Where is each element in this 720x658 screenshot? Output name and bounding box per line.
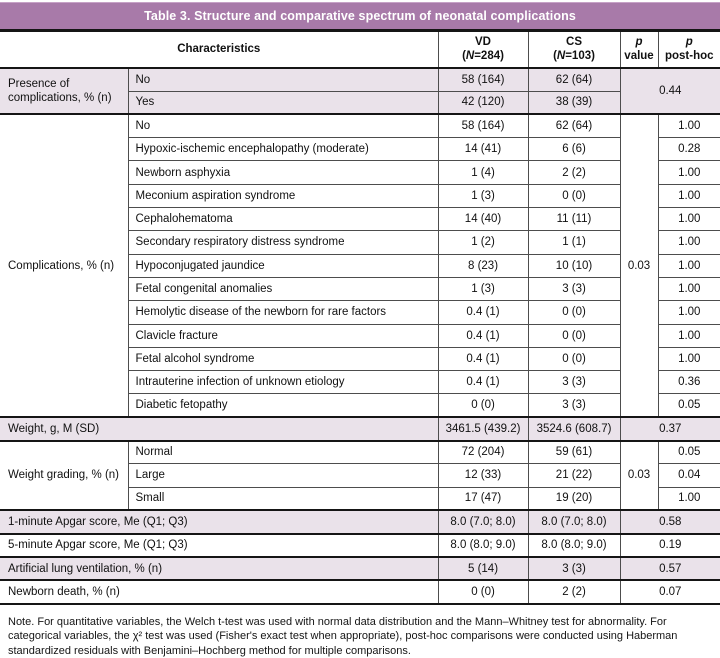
cs-value: 0 (0) bbox=[528, 184, 620, 207]
row-label: Diabetic fetopathy bbox=[128, 394, 438, 417]
p-value: 0.19 bbox=[620, 534, 720, 557]
col-header-vd bbox=[438, 31, 528, 68]
table-title: Table 3. Structure and comparative spectrum of neonatal complications bbox=[0, 2, 720, 29]
table-row bbox=[0, 534, 720, 557]
row-label: Large bbox=[128, 464, 438, 487]
p-value: 0.07 bbox=[620, 580, 720, 603]
cs-value: 11 (11) bbox=[528, 208, 620, 231]
cs-value: 2 (2) bbox=[528, 580, 620, 603]
p-posthoc-value: 1.00 bbox=[658, 161, 720, 184]
neonatal-complications-table bbox=[0, 29, 720, 605]
cs-value: 21 (22) bbox=[528, 464, 620, 487]
col-header-cs-name: CS bbox=[566, 36, 582, 48]
table-row bbox=[0, 114, 720, 137]
p-posthoc-value: 1.00 bbox=[658, 114, 720, 137]
col-header-p-posthoc: p post-hoc bbox=[658, 31, 720, 68]
row-label: No bbox=[128, 68, 438, 91]
row-label: Hypoconjugated jaundice bbox=[128, 254, 438, 277]
table-row bbox=[0, 510, 720, 533]
vd-value: 5 (14) bbox=[438, 557, 528, 580]
table-row bbox=[0, 580, 720, 603]
cs-value: 62 (64) bbox=[528, 68, 620, 91]
vd-value: 1 (3) bbox=[438, 277, 528, 300]
cs-value: 62 (64) bbox=[528, 114, 620, 137]
table-header-row bbox=[0, 31, 720, 68]
row-label: Fetal alcohol syndrome bbox=[128, 347, 438, 370]
p-posthoc-value: 0.36 bbox=[658, 371, 720, 394]
p-posthoc-value: 1.00 bbox=[658, 487, 720, 510]
vd-value: 0.4 (1) bbox=[438, 347, 528, 370]
row-label: Artificial lung ventilation, % (n) bbox=[0, 557, 438, 580]
cs-value: 0 (0) bbox=[528, 301, 620, 324]
p-posthoc-value: 1.00 bbox=[658, 184, 720, 207]
row-label: Hypoxic-ischemic encephalopathy (moderate) bbox=[128, 138, 438, 161]
p-posthoc-value: 0.28 bbox=[658, 138, 720, 161]
row-label: Weight, g, M (SD) bbox=[0, 417, 438, 440]
row-label: Fetal congenital anomalies bbox=[128, 277, 438, 300]
cs-value: 19 (20) bbox=[528, 487, 620, 510]
vd-value: 17 (47) bbox=[438, 487, 528, 510]
cs-value: 0 (0) bbox=[528, 324, 620, 347]
p-posthoc-value: 1.00 bbox=[658, 254, 720, 277]
p-posthoc-value: 0.04 bbox=[658, 464, 720, 487]
table-row bbox=[0, 557, 720, 580]
vd-value: 0.4 (1) bbox=[438, 371, 528, 394]
row-group-label: Presence of complications, % (n) bbox=[0, 68, 128, 115]
vd-value: 72 (204) bbox=[438, 441, 528, 464]
cs-value: 8.0 (8.0; 9.0) bbox=[528, 534, 620, 557]
p-posthoc-value: 1.00 bbox=[658, 324, 720, 347]
cs-value: 8.0 (7.0; 8.0) bbox=[528, 510, 620, 533]
row-label: Newborn death, % (n) bbox=[0, 580, 438, 603]
p-value: 0.37 bbox=[620, 417, 720, 440]
col-header-characteristics bbox=[0, 31, 438, 68]
cs-value: 59 (61) bbox=[528, 441, 620, 464]
row-label: Secondary respiratory distress syndrome bbox=[128, 231, 438, 254]
row-label: 5-minute Apgar score, Me (Q1; Q3) bbox=[0, 534, 438, 557]
col-header-cs bbox=[528, 31, 620, 68]
row-label: Newborn asphyxia bbox=[128, 161, 438, 184]
cs-value: 10 (10) bbox=[528, 254, 620, 277]
row-group-label: Complications, % (n) bbox=[0, 114, 128, 417]
vd-value: 0 (0) bbox=[438, 580, 528, 603]
p-value: 0.57 bbox=[620, 557, 720, 580]
cs-value: 3524.6 (608.7) bbox=[528, 417, 620, 440]
vd-value: 0.4 (1) bbox=[438, 301, 528, 324]
p-value: 0.44 bbox=[620, 68, 720, 115]
vd-value: 42 (120) bbox=[438, 91, 528, 114]
cs-value: 3 (3) bbox=[528, 277, 620, 300]
vd-value: 8 (23) bbox=[438, 254, 528, 277]
cs-value: 0 (0) bbox=[528, 347, 620, 370]
table-note: Note. For quantitative variables, the Welch t-test was used with normal data distribution and the Mann–Whitney test for abnormality. For categorical variables, the χ² test was used (Fisher's exact test when appropriate), post-hoc comparisons were conducted using Haberman standardized residuals with Benjamini–Hochberg method for multiple comparisons. bbox=[8, 615, 678, 657]
p-posthoc-value: 0.05 bbox=[658, 441, 720, 464]
p-value: 0.58 bbox=[620, 510, 720, 533]
p-posthoc-value: 0.05 bbox=[658, 394, 720, 417]
cs-value: 3 (3) bbox=[528, 371, 620, 394]
vd-value: 58 (164) bbox=[438, 68, 528, 91]
p-posthoc-value: 1.00 bbox=[658, 231, 720, 254]
vd-value: 12 (33) bbox=[438, 464, 528, 487]
row-label: No bbox=[128, 114, 438, 137]
vd-value: 1 (3) bbox=[438, 184, 528, 207]
cs-value: 3 (3) bbox=[528, 394, 620, 417]
row-label: Yes bbox=[128, 91, 438, 114]
vd-value: 8.0 (8.0; 9.0) bbox=[438, 534, 528, 557]
p-value: 0.03 bbox=[620, 441, 658, 511]
row-label: Hemolytic disease of the newborn for rare factors bbox=[128, 301, 438, 324]
p-posthoc-value: 1.00 bbox=[658, 301, 720, 324]
cs-value: 6 (6) bbox=[528, 138, 620, 161]
row-label: 1-minute Apgar score, Me (Q1; Q3) bbox=[0, 510, 438, 533]
cs-value: 1 (1) bbox=[528, 231, 620, 254]
row-label: Cephalohematoma bbox=[128, 208, 438, 231]
row-label: Small bbox=[128, 487, 438, 510]
p-posthoc-value: 1.00 bbox=[658, 208, 720, 231]
cs-value: 38 (39) bbox=[528, 91, 620, 114]
col-header-cs-n: (N=103) bbox=[553, 50, 595, 63]
table-row bbox=[0, 68, 720, 91]
col-header-p-value: p value bbox=[620, 31, 658, 68]
vd-value: 58 (164) bbox=[438, 114, 528, 137]
vd-value: 14 (40) bbox=[438, 208, 528, 231]
col-header-vd-n: (N=284) bbox=[462, 50, 504, 63]
vd-value: 1 (2) bbox=[438, 231, 528, 254]
p-value: 0.03 bbox=[620, 114, 658, 417]
col-header-characteristics-label: Characteristics bbox=[177, 43, 261, 56]
row-group-label: Weight grading, % (n) bbox=[0, 441, 128, 511]
vd-value: 0 (0) bbox=[438, 394, 528, 417]
vd-value: 8.0 (7.0; 8.0) bbox=[438, 510, 528, 533]
col-header-vd-name: VD bbox=[475, 36, 491, 48]
row-label: Intrauterine infection of unknown etiology bbox=[128, 371, 438, 394]
vd-value: 0.4 (1) bbox=[438, 324, 528, 347]
table-row bbox=[0, 417, 720, 440]
vd-value: 14 (41) bbox=[438, 138, 528, 161]
row-label: Meconium aspiration syndrome bbox=[128, 184, 438, 207]
cs-value: 2 (2) bbox=[528, 161, 620, 184]
vd-value: 1 (4) bbox=[438, 161, 528, 184]
table-row bbox=[0, 441, 720, 464]
row-label: Normal bbox=[128, 441, 438, 464]
row-label: Clavicle fracture bbox=[128, 324, 438, 347]
p-posthoc-value: 1.00 bbox=[658, 347, 720, 370]
vd-value: 3461.5 (439.2) bbox=[438, 417, 528, 440]
p-posthoc-value: 1.00 bbox=[658, 277, 720, 300]
cs-value: 3 (3) bbox=[528, 557, 620, 580]
